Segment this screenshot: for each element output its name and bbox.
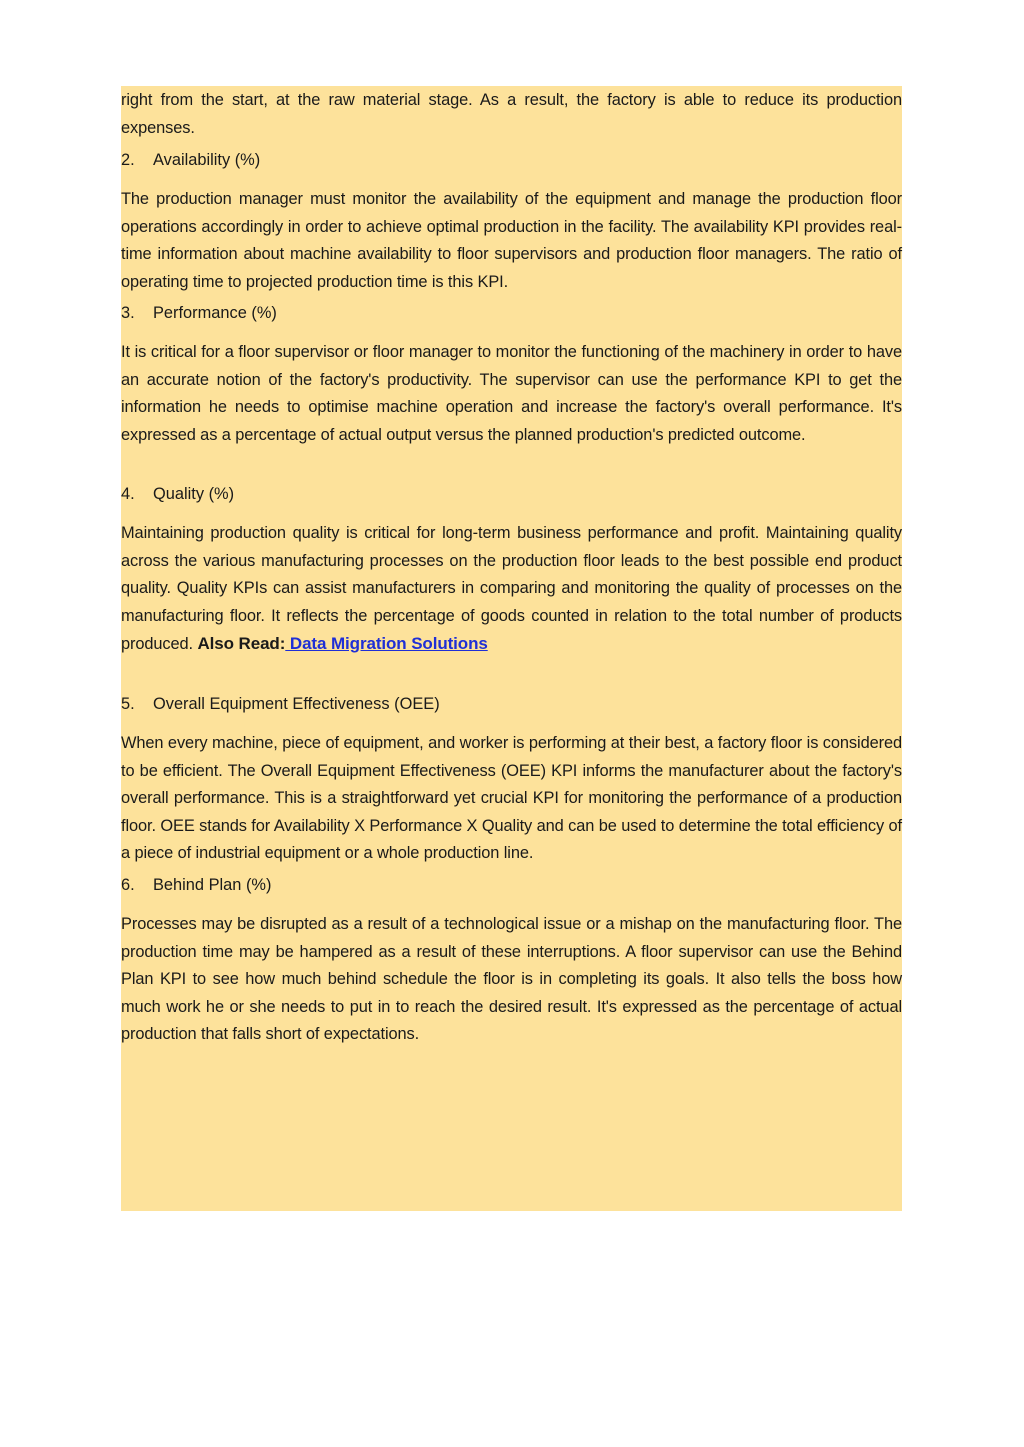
section-number: 3. [121,304,135,322]
section-title: Behind Plan (%) [153,876,272,894]
section-body-behind-plan: Processes may be disrupted as a result of a technological issue or a mishap on the manufacturing floor. The production time may be hampered as a result of these interruptions. A floor supervisor can use the Behind Plan KPI to see how much behind schedule the floor is in completing its goals. It also tells the boss how much work he or she needs to put in to reach the desired result. It's expressed as the percentage of actual production that falls short of expectations. [121,915,902,1043]
section-title: Availability (%) [153,151,261,169]
section-heading-performance [121,300,902,328]
section-title: Quality (%) [153,485,235,503]
section-number: 5. [121,695,135,713]
section-number: 4. [121,485,135,503]
section-body-availability: The production manager must monitor the availability of the equipment and manage the production floor operations accordingly in order to achieve optimal production in the facility. The availability KPI provides real-time information about machine availability to floor supervisors and production floor managers. The ratio of operating time to projected production time is this KPI. [121,190,902,291]
quality-body-text: Maintaining production quality is critical for long-term business performance and profit. Maintaining quality across the various manufacturing processes on the production floor leads to the best possible end product quality. Quality KPIs can assist manufacturers in comparing and monitoring the quality of processes on the manufacturing floor. It reflects the percentage of goods counted in relation to the total number of products produced. [121,524,902,653]
section-body-oee: When every machine, piece of equipment, and worker is performing at their best, a factory floor is considered to be efficient. The Overall Equipment Effectiveness (OEE) KPI informs the manufacturer about the factory's overall performance. This is a straightforward yet crucial KPI for monitoring the performance of a production floor. OEE stands for Availability X Performance X Quality and can be used to determine the total efficiency of a piece of industrial equipment or a whole production line. [121,734,902,862]
section-heading-oee [121,691,902,719]
also-read-label: Also Read: [197,634,286,653]
section-heading-availability [121,147,902,175]
section-heading-quality [121,481,902,509]
section-title: Performance (%) [153,304,277,322]
data-migration-solutions-link[interactable]: Data Migration Solutions [285,634,488,653]
section-body-quality [121,520,902,659]
intro-paragraph: right from the start, at the raw material stage. As a result, the factory is able to reduce its production expenses. [121,91,902,137]
section-number: 6. [121,876,135,894]
section-body-performance: It is critical for a floor supervisor or floor manager to monitor the functioning of the machinery in order to have an accurate notion of the factory's productivity. The supervisor can use the performance KPI to get the information he needs to optimise machine operation and increase the factory's overall performance. It's expressed as a percentage of actual output versus the planned production's predicted outcome. [121,343,902,444]
section-title: Overall Equipment Effectiveness (OEE) [153,695,440,713]
section-number: 2. [121,151,135,169]
section-heading-behind-plan [121,872,902,900]
document-page [121,86,902,1211]
